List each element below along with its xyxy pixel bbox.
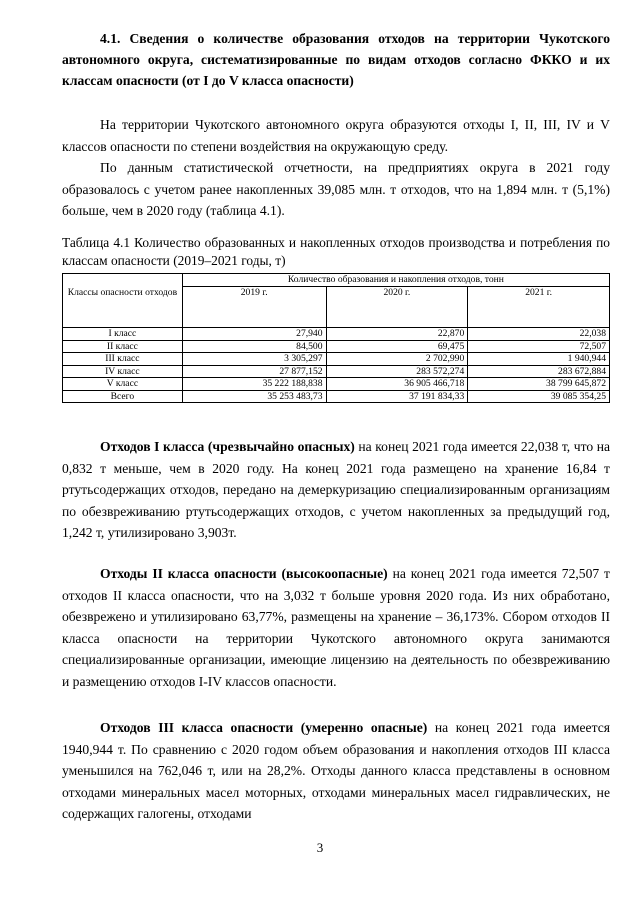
section-class-2 xyxy=(62,563,610,692)
table-row xyxy=(63,340,610,353)
cell-2021: 39 085 354,25 xyxy=(468,390,610,403)
table-row xyxy=(63,328,610,341)
cell-2019: 27 877,152 xyxy=(182,365,326,378)
row-label: II класс xyxy=(63,340,183,353)
header-year-2021: 2021 г. xyxy=(468,286,610,327)
waste-table xyxy=(62,273,610,403)
section-class-3-body: на конец 2021 года имеется 1940,944 т. По сравнению с 2020 годом объем образования и накопления отходов III класса уменьшился на 762,046 т, или на 28,2%. Отходы данного класса представлены в основном отходами минеральных масел моторных, отходами минеральных масел гидравлических, не содержащих галогены, отходами xyxy=(62,720,610,821)
table-row xyxy=(63,378,610,391)
header-year-2020: 2020 г. xyxy=(326,286,468,327)
cell-2021: 283 672,884 xyxy=(468,365,610,378)
section-class-3 xyxy=(62,717,610,825)
header-class: Классы опасности отходов xyxy=(63,274,183,328)
cell-2021: 72,507 xyxy=(468,340,610,353)
row-label: IV класс xyxy=(63,365,183,378)
cell-2021: 22,038 xyxy=(468,328,610,341)
cell-2019: 3 305,297 xyxy=(182,353,326,366)
cell-2020: 37 191 834,33 xyxy=(326,390,468,403)
cell-2020: 22,870 xyxy=(326,328,468,341)
section-class-2-lead: Отходы II класса опасности (высокоопасные) xyxy=(100,566,388,581)
cell-2020: 2 702,990 xyxy=(326,353,468,366)
cell-2021: 38 799 645,872 xyxy=(468,378,610,391)
row-label: I класс xyxy=(63,328,183,341)
row-label: Всего xyxy=(63,390,183,403)
row-label: III класс xyxy=(63,353,183,366)
section-class-2-body: на конец 2021 года имеется 72,507 т отходов II класса опасности, что на 3,032 т больше уровня 2020 года. Из них обработано, обезврежено и утилизировано 63,77%, размещены на хранение – 36,173%. Сбором отходов II класса опасности на территории Чукотского автономного округа занимаются специализированные организации, имеющие лицензию на деятельность по обезвреживанию и размещению отходов I-IV классов опасности. xyxy=(62,566,610,689)
table-row xyxy=(63,353,610,366)
table-row xyxy=(63,390,610,403)
cell-2020: 36 905 466,718 xyxy=(326,378,468,391)
table-caption: Таблица 4.1 Количество образованных и накопленных отходов производства и потребления по классам опасности (2019–2021 годы, т) xyxy=(62,235,610,268)
section-class-3-lead: Отходов III класса опасности (умеренно опасные) xyxy=(100,720,428,735)
row-label: V класс xyxy=(63,378,183,391)
cell-2019: 35 222 188,838 xyxy=(182,378,326,391)
section-heading: 4.1. Сведения о количестве образования отходов на территории Чукотского автономного округа, систематизированные по видам отходов согласно ФККО и их классам опасности (от I до V класса опасности) xyxy=(62,31,610,88)
cell-2019: 35 253 483,73 xyxy=(182,390,326,403)
table-row xyxy=(63,365,610,378)
section-class-1-body: на конец 2021 года имеется 22,038 т, что на 0,832 т меньше, чем в 2020 году. На конец 2021 года размещено на хранение 16,84 т ртутьсодержащих отходов, передано на демеркуризацию специализированным организациям по обезвреживанию ртутьсодержащих отходов, с учетом накопленных за предыдущий год, 1,242 т, утилизировано 3,903т. xyxy=(62,439,611,540)
cell-2019: 27,940 xyxy=(182,328,326,341)
cell-2021: 1 940,944 xyxy=(468,353,610,366)
cell-2020: 283 572,274 xyxy=(326,365,468,378)
header-year-2019: 2019 г. xyxy=(182,286,326,327)
section-class-1 xyxy=(62,436,610,544)
header-group: Количество образования и накопления отходов, тонн xyxy=(182,274,609,287)
intro-paragraph-2: По данным статистической отчетности, на предприятиях округа в 2021 году образовалось с учетом ранее накопленных 39,085 млн. т отходов, что на 1,894 млн. т (5,1%) больше, чем в 2020 году (таблица 4.1). xyxy=(62,160,610,218)
intro-paragraph-1: На территории Чукотского автономного округа образуются отходы I, II, III, IV и V классов опасности по степени воздействия на окружающую среду. xyxy=(62,117,610,154)
page-number: 3 xyxy=(316,840,324,855)
section-class-1-lead: Отходов I класса (чрезвычайно опасных) xyxy=(100,439,355,454)
cell-2020: 69,475 xyxy=(326,340,468,353)
cell-2019: 84,500 xyxy=(182,340,326,353)
